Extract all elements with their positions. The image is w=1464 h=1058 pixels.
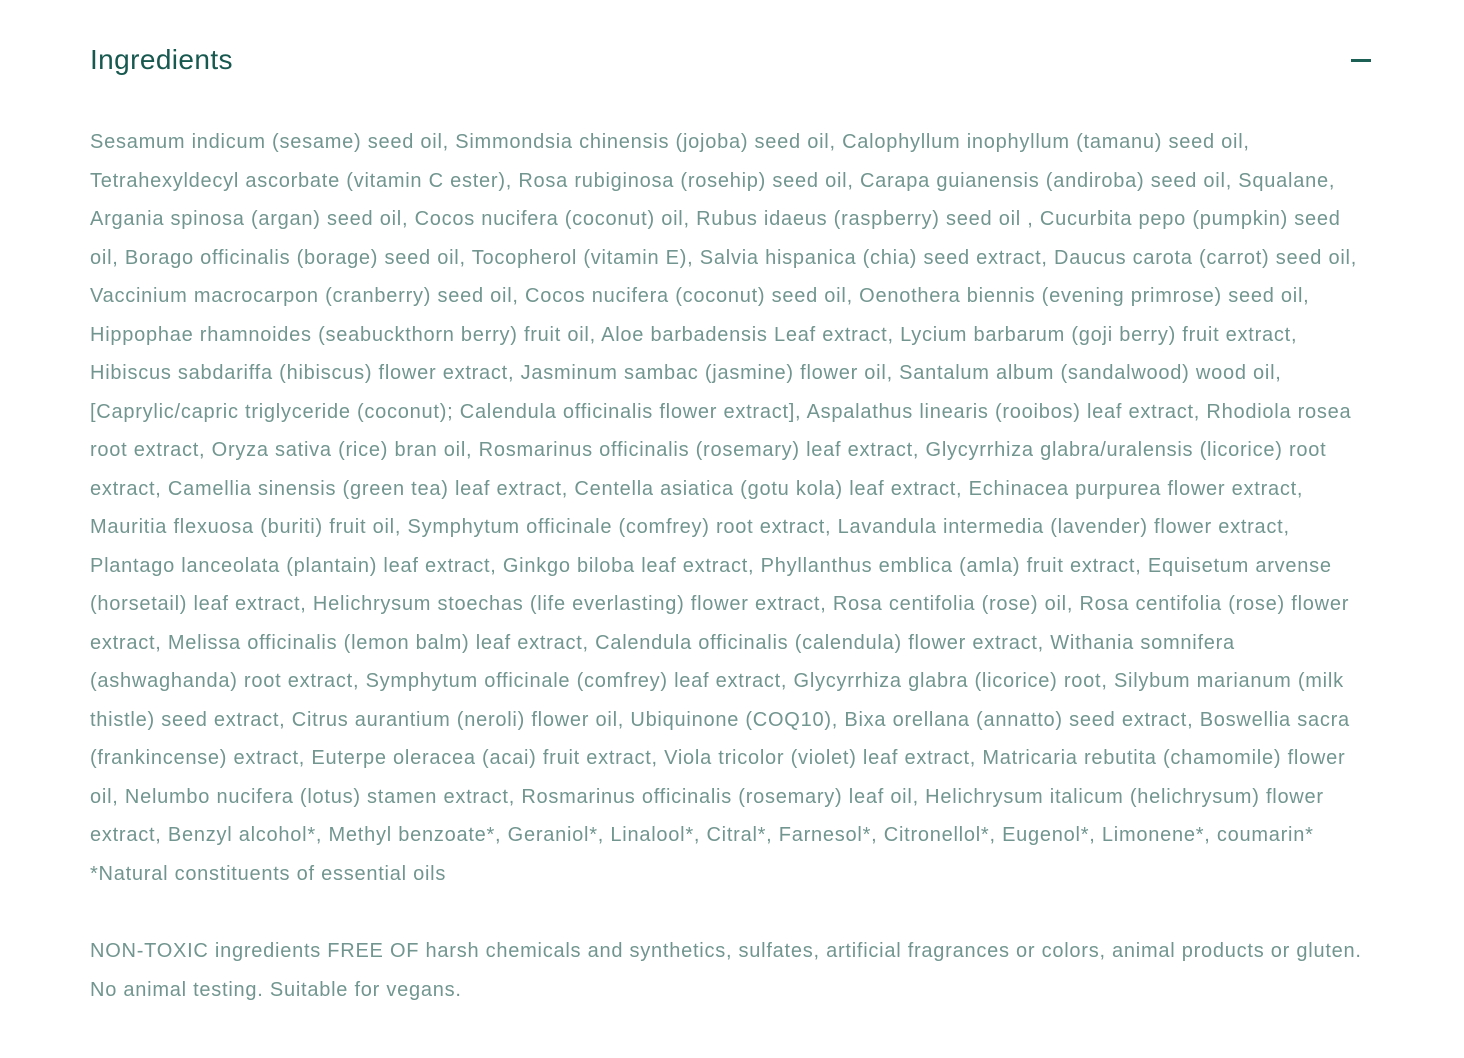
section-title: Ingredients <box>90 44 233 75</box>
ingredients-accordion-header[interactable] <box>90 44 1372 76</box>
footnote-text: *Natural constituents of essential oils <box>90 862 447 885</box>
ingredients-body <box>90 123 1372 893</box>
ingredients-text: Sesamum indicum (sesame) seed oil, Simmondsia chinensis (jojoba) seed oil, Calophyllum inophyllum (tamanu) seed oil, Tetrahexyldecyl ascorbate (vitamin C ester), Rosa rubiginosa (rosehip) seed oil, Carapa guianensis (andiroba) seed oil, Squalane, Argania spinosa (argan) seed oil, Cocos nucifera (coconut) oil, Rubus idaeus (raspberry) seed oil , Cucurbita pepo (pumpkin) seed oil, Borago officinalis (borage) seed oil, Tocopherol (vitamin E), Salvia hispanica (chia) seed extract, Daucus carota (carrot) seed oil, Vaccinium macrocarpon (cranberry) seed oil, Cocos nucifera (coconut) seed oil, Oenothera biennis (evening primrose) seed oil, Hippophae rhamnoides (seabuckthorn berry) fruit oil, Aloe barbadensis Leaf extract, Lycium barbarum (goji berry) fruit extract, Hibiscus sabdariffa (hibiscus) flower extract, Jasminum sambac (jasmine) flower oil, Santalum album (sandalwood) wood oil, [Caprylic/capric triglyceride (coconut); Calendula officinalis flower extract], Aspalathus linearis (rooibos) leaf extract, Rhodiola rosea root extract, Oryza sativa (rice) bran oil, Rosmarinus officinalis (rosemary) leaf extract, Glycyrrhiza glabra/uralensis (licorice) root extract, Camellia sinensis (green tea) leaf extract, Centella asiatica (gotu kola) leaf extract, Echinacea purpurea flower extract, Mauritia flexuosa (buriti) fruit oil, Symphytum officinale (comfrey) root extract, Lavandula intermedia (lavender) flower extract, Plantago lanceolata (plantain) leaf extract, Ginkgo biloba leaf extract, Phyllanthus emblica (amla) fruit extract, Equisetum arvense (horsetail) leaf extract, Helichrysum stoechas (life everlasting) flower extract, Rosa centifolia (rose) oil, Rosa centifolia (rose) flower extract, Melissa officinalis (lemon balm) leaf extract, Calendula officinalis (calendula) flower extract, Withania somnifera (ashwaghanda) root extract, Symphytum officinale (comfrey) leaf extract, Glycyrrhiza glabra (licorice) root, Silybum marianum (milk thistle) seed extract, Citrus aurantium (neroli) flower oil, Ubiquinone (COQ10), Bixa orellana (annatto) seed extract, Boswellia sacra (frankincense) extract, Euterpe oleracea (acai) fruit extract, Viola tricolor (violet) leaf extract, Matricaria rebutita (chamomile) flower oil, Nelumbo nucifera (lotus) stamen extract, Rosmarinus officinalis (rosemary) leaf oil, Helichrysum italicum (helichrysum) flower extract, Benzyl alcohol*, Methyl benzoate*, Geraniol*, Linalool*, Citral*, Farnesol*, Citronellol*, Eugenol*, Limonene*, coumarin* <box>90 131 1358 846</box>
claims-text: NON-TOXIC ingredients FREE OF harsh chemicals and synthetics, sulfates, artificial fragrances or colors, animal products or gluten. No animal testing. Suitable for vegans. <box>90 940 1362 1001</box>
minus-icon[interactable] <box>1351 59 1371 62</box>
